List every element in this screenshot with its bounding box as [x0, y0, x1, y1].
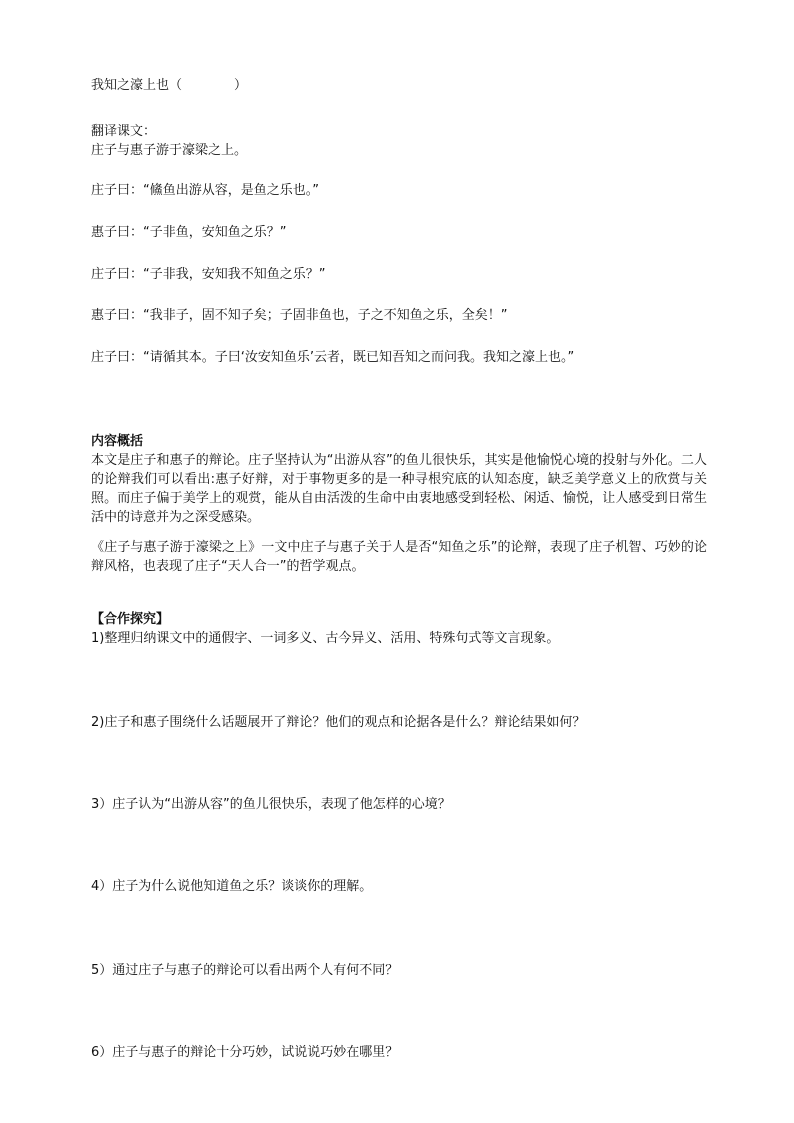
- text-line: 庄子与惠子游于濠梁之上。: [91, 143, 248, 158]
- question-item: 6）庄子与惠子的辩论十分巧妙，试说说巧妙在哪里？: [91, 1045, 399, 1060]
- text-line: 庄子曰：“鯈鱼出游从容，是鱼之乐也。”: [91, 183, 319, 198]
- summary-paragraph: 《庄子与惠子游于濠梁之上》一文中庄子与惠子关于人是否“知鱼之乐”的论辩，表现了庄子机智、巧妙的论辩风格，也表现了庄子“天人合一”的哲学观点。: [91, 540, 707, 574]
- question-item: 4）庄子为什么说他知道鱼之乐？谈谈你的理解。: [91, 879, 373, 894]
- question-item: 3）庄子认为“出游从容”的鱼儿很快乐，表现了他怎样的心境？: [91, 797, 451, 812]
- translate-heading: 翻译课文：: [91, 124, 157, 139]
- text-line: 惠子曰：“我非子，固不知子矣；子固非鱼也，子之不知鱼之乐，全矣！”: [91, 308, 508, 323]
- text-line: 庄子曰：“子非我，安知我不知鱼之乐？”: [91, 267, 326, 282]
- fill-in-blank-line: 我知之濠上也（ ）: [91, 78, 248, 93]
- text-line: 惠子曰：“子非鱼，安知鱼之乐？”: [91, 225, 287, 240]
- question-item: 1)整理归纳课文中的通假字、一词多义、古今异义、活用、特殊句式等文言现象。: [91, 631, 560, 646]
- question-item: 2)庄子和惠子围绕什么话题展开了辩论？他们的观点和论据各是什么？辩论结果如何？: [91, 715, 586, 730]
- question-item: 5）通过庄子与惠子的辩论可以看出两个人有何不同？: [91, 963, 399, 978]
- summary-heading: 内容概括: [91, 434, 144, 449]
- text-line: 庄子曰：“请循其本。子曰‘汝安知鱼乐’云者，既已知吾知之而问我。我知之濠上也。”: [91, 350, 575, 365]
- inquiry-heading: 【合作探究】: [91, 612, 170, 627]
- summary-paragraph: 本文是庄子和惠子的辩论。庄子坚持认为“出游从容”的鱼儿很快乐，其实是他愉悦心境的投射与外化。二人的论辩我们可以看出:惠子好辩，对于事物更多的是一种寻根究底的认知态度，缺乏美学意义上的欣赏与关照。而庄子偏于美学上的观赏，能从自由活泼的生命中由衷地感受到轻松、闲适、愉悦，让人感受到日常生活中的诗意并为之深受感染。: [91, 453, 707, 525]
